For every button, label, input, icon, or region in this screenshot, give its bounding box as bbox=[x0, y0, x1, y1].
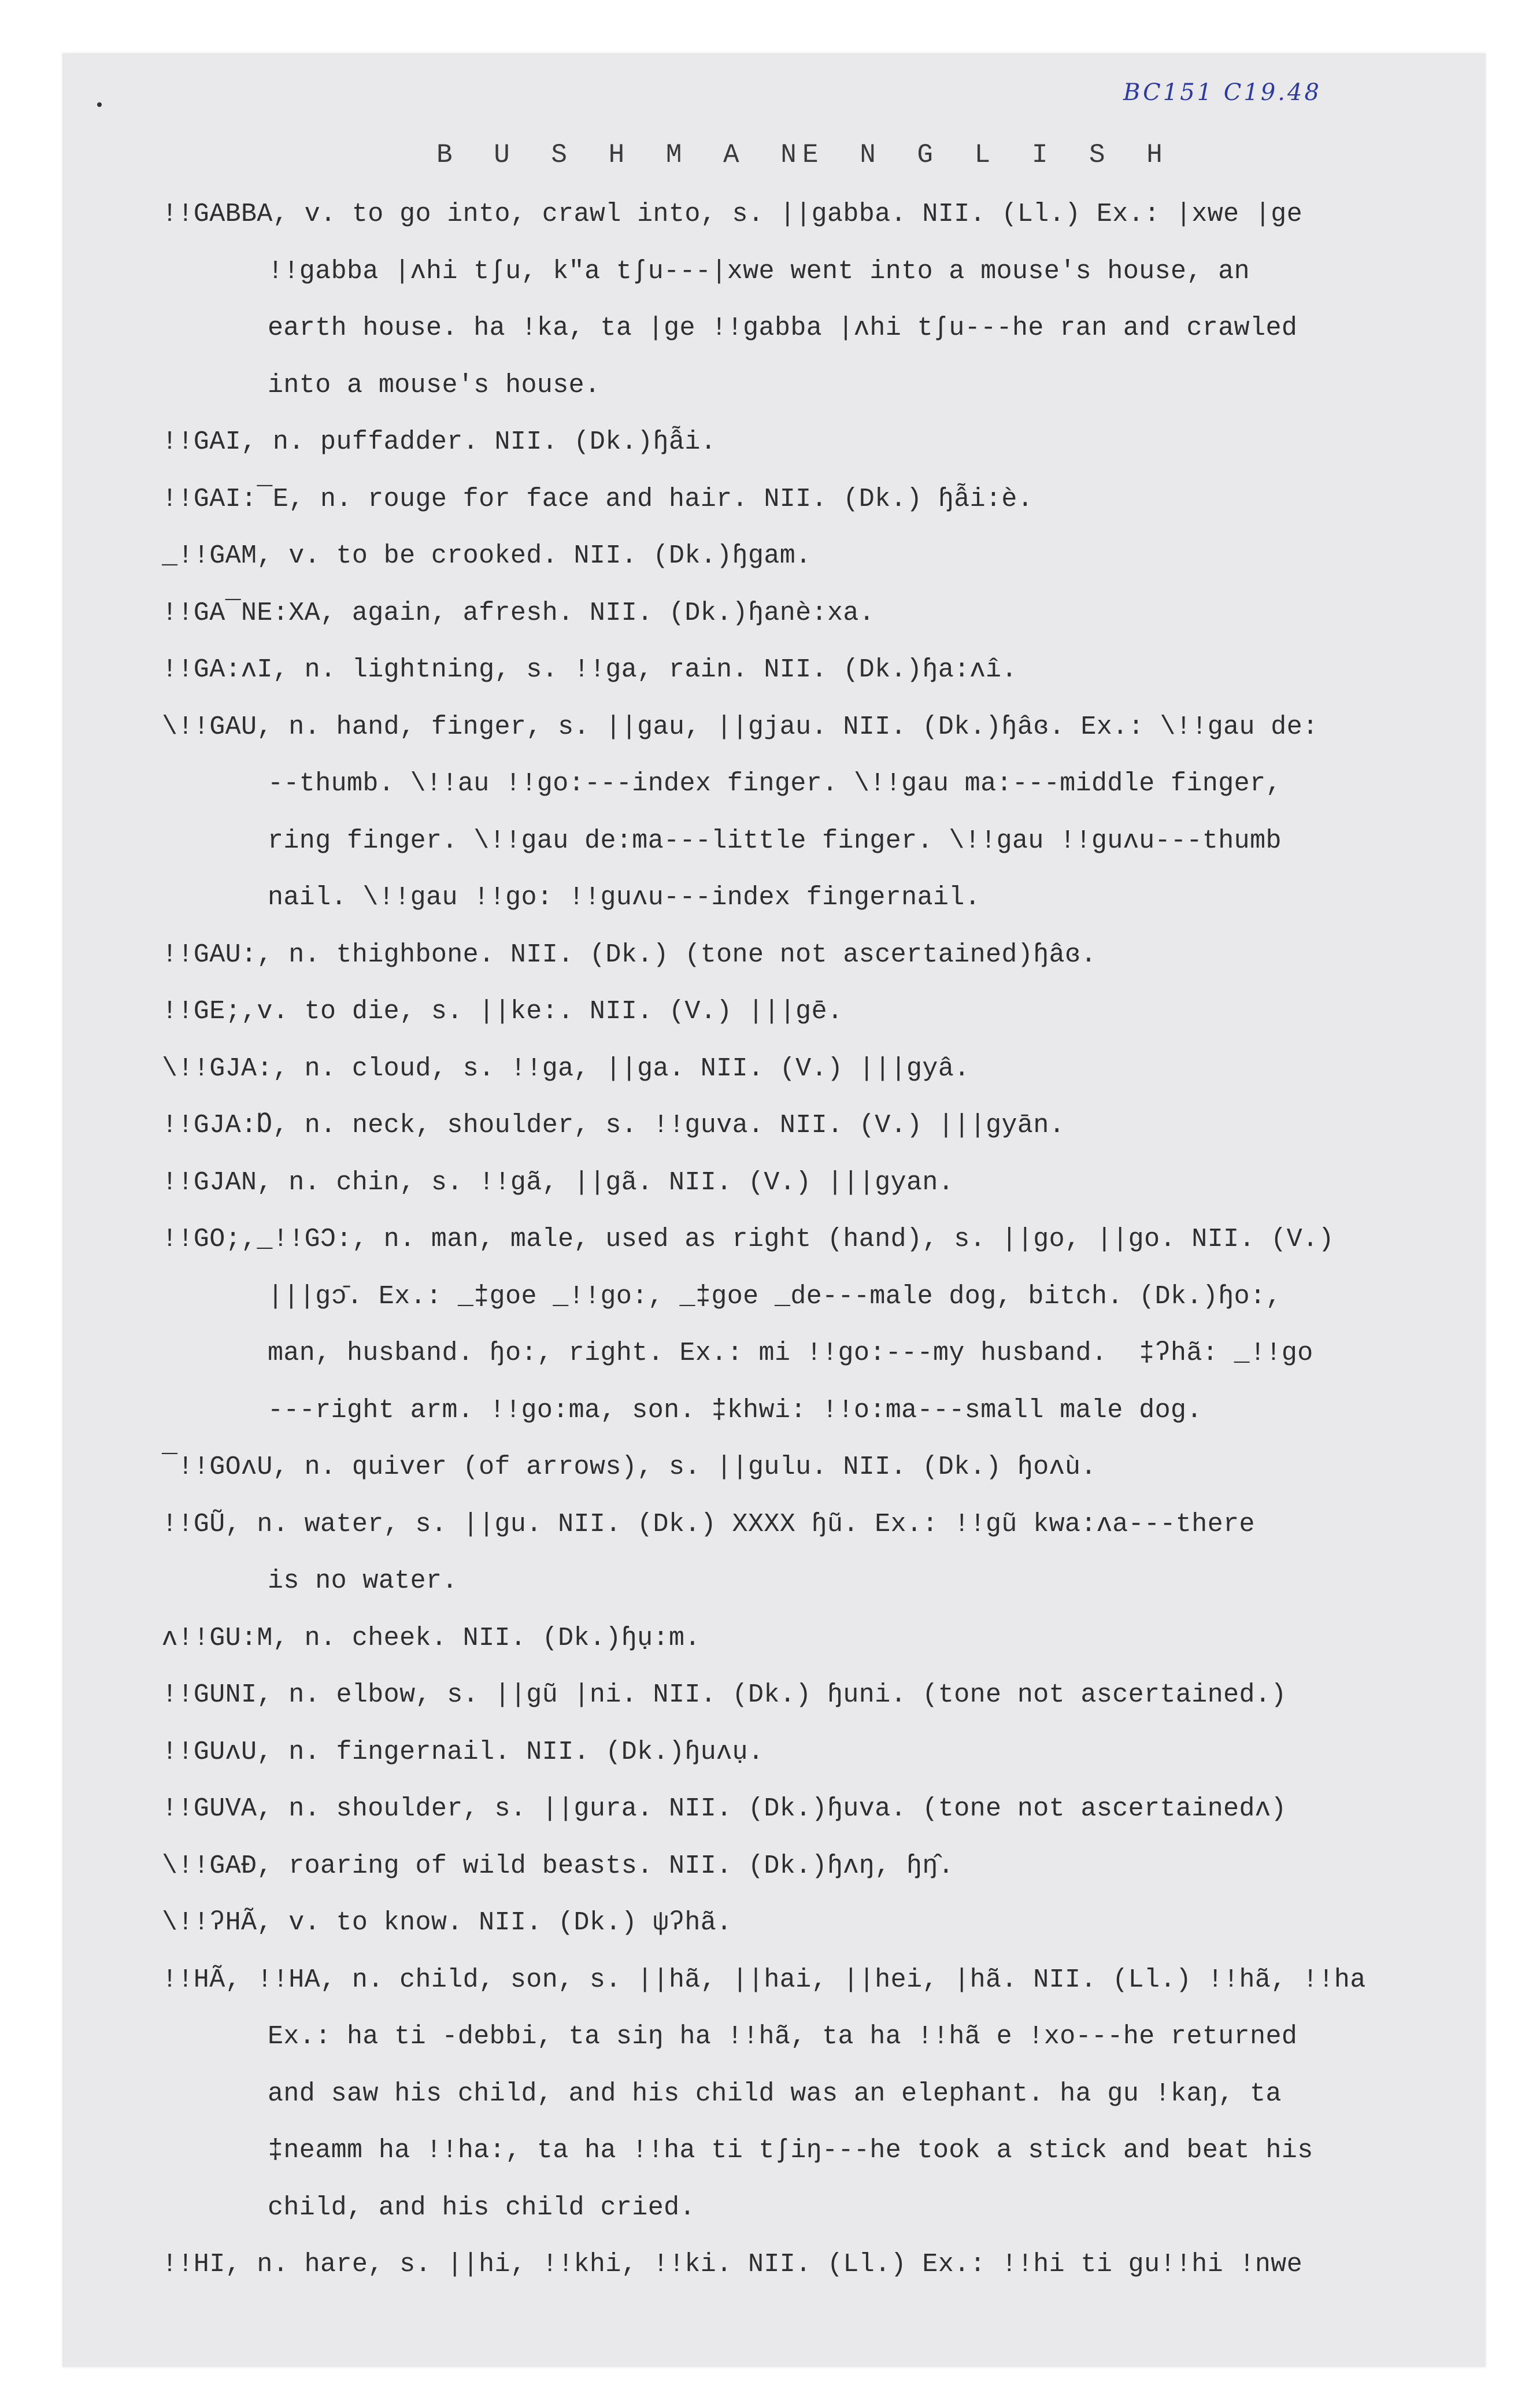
entry-headline: !!HÃ, !!HA, n. child, son, s. ||hã, ||hai, ||hei, |hã. NII. (Ll.) !!hã, !!ha bbox=[162, 1965, 1366, 1995]
entry-headline: !!GO;,_!!GƆ:, n. man, male, used as right (hand), s. ||go, ||go. NII. (V.) bbox=[162, 1225, 1334, 1254]
entry-continuation: earth house. ha !ka, ta |ge !!gabba |ʌhi tʃu---he ran and crawled bbox=[268, 313, 1298, 343]
dictionary-entry bbox=[162, 414, 1451, 471]
dictionary-entry bbox=[162, 1496, 1451, 1610]
dictionary-entry bbox=[162, 186, 1451, 414]
entry-headline: !!GA¯NE:XA, again, afresh. NII. (Dk.)ɧanè:xa. bbox=[162, 598, 875, 628]
entry-continuation: Ex.: ha ti -debbi, ta siŋ ha !!hã, ta ha !!hã e !xo---he returned bbox=[268, 2022, 1298, 2051]
entry-headline: \!!GJA:, n. cloud, s. !!ga, ||ga. NII. (V.) |||gyâ. bbox=[162, 1053, 970, 1083]
dictionary-entry bbox=[162, 1211, 1451, 1439]
entry-headline: !!GAI:¯E, n. rouge for face and hair. NII. (Dk.) ɧẫi:è. bbox=[162, 484, 1034, 514]
entry-headline: !!GUVA, n. shoulder, s. ||gura. NII. (Dk.)ɧuva. (tone not ascertainedʌ) bbox=[162, 1794, 1287, 1824]
entry-headline: _!!GAM, v. to be crooked. NII. (Dk.)ɧgam. bbox=[162, 541, 812, 571]
document-page bbox=[62, 53, 1486, 2367]
entry-continuation: ring finger. \!!gau de:ma---little finger. \!!gau !!guʌu---thumb bbox=[268, 826, 1282, 856]
dictionary-entry bbox=[162, 1155, 1451, 1212]
dictionary-entry bbox=[162, 471, 1451, 528]
dictionary-entry bbox=[162, 1781, 1451, 1838]
entry-continuation: !!gabba |ʌhi tʃu, k"a tʃu---|xwe went into a mouse's house, an bbox=[268, 256, 1250, 286]
dictionary-entry bbox=[162, 585, 1451, 642]
entry-headline: \!!GAƉ, roaring of wild beasts. NII. (Dk.)ɧʌŋ, ɧŋ̂. bbox=[162, 1851, 954, 1881]
dictionary-entry bbox=[162, 2236, 1451, 2294]
entry-continuation: and saw his child, and his child was an elephant. ha gu !kaŋ, ta bbox=[268, 2079, 1282, 2109]
dictionary-entry bbox=[162, 983, 1451, 1041]
dictionary-entry bbox=[162, 1041, 1451, 1098]
dictionary-entry bbox=[162, 1895, 1451, 1952]
entry-headline: !!GJA:Ɒ, n. neck, shoulder, s. !!guva. NII. (V.) |||gyān. bbox=[162, 1111, 1065, 1140]
entry-continuation: into a mouse's house. bbox=[268, 370, 601, 400]
dictionary-entry bbox=[162, 699, 1451, 927]
dictionary-entry bbox=[162, 1097, 1451, 1155]
entry-headline: \!!ʔHÃ, v. to know. NII. (Dk.) ψʔhã. bbox=[162, 1908, 732, 1937]
entry-headline: ¯!!GOʌU, n. quiver (of arrows), s. ||gulu. NII. (Dk.) ɧoʌù. bbox=[162, 1452, 1097, 1482]
dictionary-entry bbox=[162, 1667, 1451, 1724]
header-bushman: B U S H M A N bbox=[436, 140, 809, 170]
entry-headline: ʌ!!GU:M, n. cheek. NII. (Dk.)ɧụ:m. bbox=[162, 1623, 701, 1653]
column-header bbox=[62, 140, 1486, 175]
entry-headline: !!GJAN, n. chin, s. !!gã, ||gã. NII. (V.) |||gyan. bbox=[162, 1167, 954, 1197]
dictionary-entry bbox=[162, 642, 1451, 699]
entry-continuation: man, husband. ɧo:, right. Ex.: mi !!go:---my husband. ‡ʔhã: _!!go bbox=[268, 1338, 1313, 1368]
header-english: E N G L I S H bbox=[802, 140, 1175, 170]
entry-continuation: child, and his child cried. bbox=[268, 2192, 695, 2223]
entry-continuation: --thumb. \!!au !!go:---index finger. \!!gau ma:---middle finger, bbox=[268, 769, 1282, 798]
dictionary-entries bbox=[162, 186, 1451, 2294]
entry-headline: !!GAU:, n. thighbone. NII. (Dk.) (tone not ascertained)ɧâɞ. bbox=[162, 940, 1097, 970]
archive-reference: BC151 C19.48 bbox=[1123, 79, 1321, 106]
dictionary-entry bbox=[162, 1439, 1451, 1496]
dictionary-entry bbox=[162, 1952, 1451, 2237]
dictionary-entry bbox=[162, 528, 1451, 585]
entry-continuation: nail. \!!gau !!go: !!guʌu---index fingernail. bbox=[268, 883, 981, 912]
dictionary-entry bbox=[162, 1724, 1451, 1781]
ink-dot bbox=[97, 102, 102, 107]
entry-headline: !!GAI, n. puffadder. NII. (Dk.)ɧẫi. bbox=[162, 427, 717, 457]
entry-continuation: is no water. bbox=[268, 1566, 458, 1596]
entry-headline: !!GŨ, n. water, s. ||gu. NII. (Dk.) XXXX ɧũ. Ex.: !!gũ kwa:ʌa---there bbox=[162, 1509, 1255, 1539]
entry-headline: \!!GAU, n. hand, finger, s. ||gau, ||gjau. NII. (Dk.)ɧâɞ. Ex.: \!!gau de: bbox=[162, 712, 1319, 742]
dictionary-entry bbox=[162, 1838, 1451, 1895]
entry-headline: !!GUʌU, n. fingernail. NII. (Dk.)ɧuʌụ. bbox=[162, 1737, 764, 1767]
dictionary-entry bbox=[162, 927, 1451, 984]
entry-headline: !!GE;,v. to die, s. ||ke:. NII. (V.) |||gē. bbox=[162, 997, 843, 1026]
entry-continuation: |||gɔ̄. Ex.: _‡goe _!!go:, _‡goe _de---male dog, bitch. (Dk.)ɧo:, bbox=[268, 1281, 1282, 1311]
entry-headline: !!GABBA, v. to go into, crawl into, s. ||gabba. NII. (Ll.) Ex.: |xwe |ge bbox=[162, 199, 1303, 229]
entry-headline: !!GA:ʌI, n. lightning, s. !!ga, rain. NII. (Dk.)ɧa:ʌî. bbox=[162, 655, 1017, 685]
entry-headline: !!GUNI, n. elbow, s. ||gũ |ni. NII. (Dk.) ɧuni. (tone not ascertained.) bbox=[162, 1680, 1287, 1710]
entry-headline: !!HI, n. hare, s. ||hi, !!khi, !!ki. NII. (Ll.) Ex.: !!hi ti gu!!hi !nwe bbox=[162, 2250, 1303, 2279]
dictionary-entry bbox=[162, 1610, 1451, 1667]
entry-continuation: ---right arm. !!go:ma, son. ‡khwi: !!o:ma---small male dog. bbox=[268, 1395, 1202, 1425]
entry-continuation: ‡neamm ha !!ha:, ta ha !!ha ti tʃiŋ---he took a stick and beat his bbox=[268, 2136, 1313, 2165]
